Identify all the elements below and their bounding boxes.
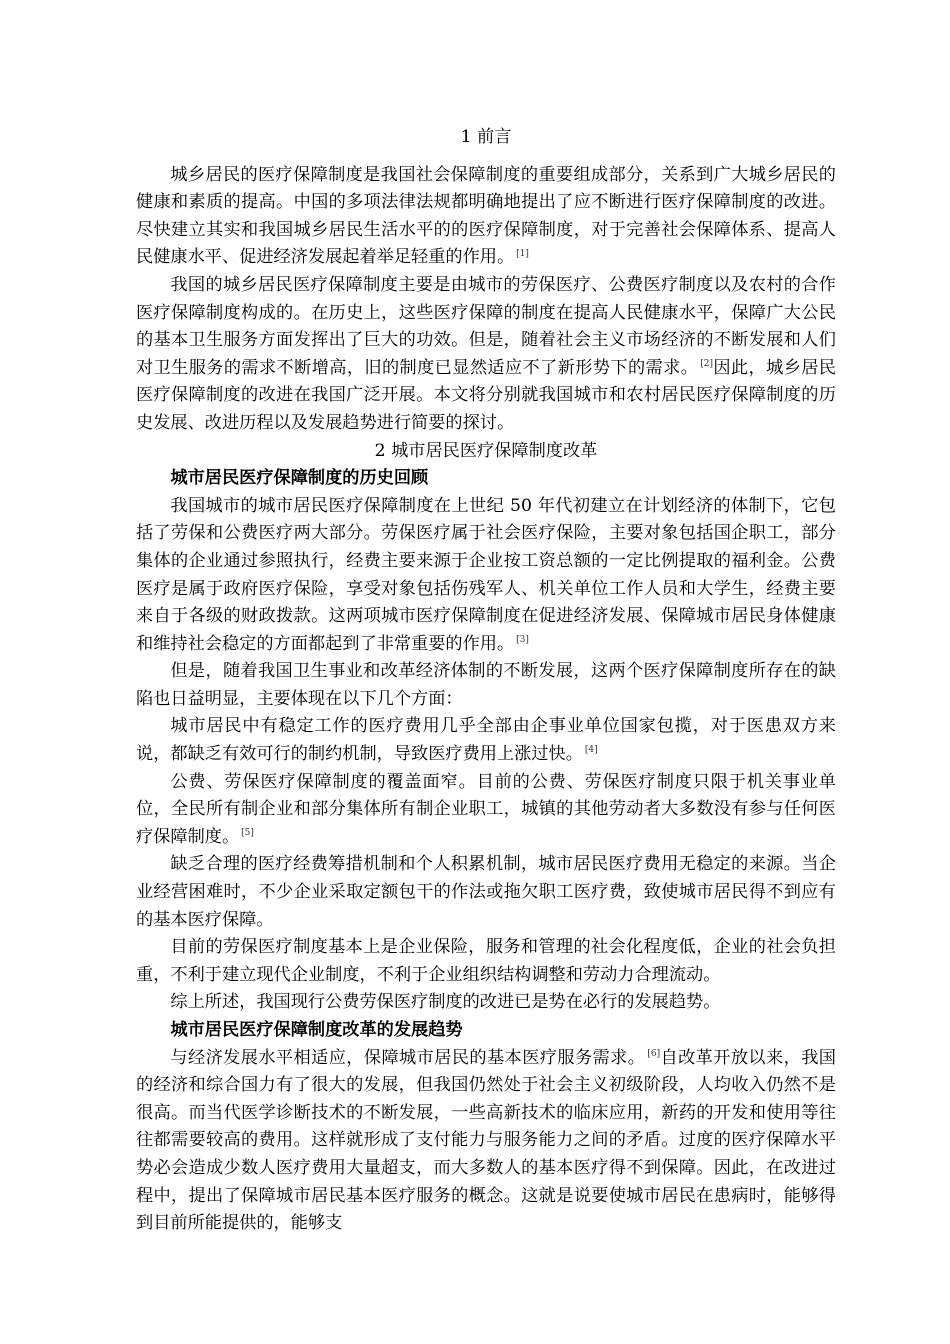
document-page — [136, 124, 836, 1238]
paragraph-text: 我国城市的城市居民医疗保障制度在上世纪 50 年代初建立在计划经济的体制下，它包括了劳保和公费医疗两大部分。劳保医疗属于社会医疗保险，主要对象包括国企职工，部分集体的企业通过参照执行，经费主要来源于企业按工资总额的一定比例提取的福利金。公费医疗是属于政府医疗保险，享受对象包括伤残军人、机关单位工作人员和大学生，经费主要来自于各级的财政拨款。这两项城市医疗保障制度在促进经济发展、保障城市居民身体健康和维持社会稳定的方面都起到了非常重要的作用。 — [136, 495, 836, 654]
paragraph-text: 我国的城乡居民医疗保障制度主要是由城市的劳保医疗、公费医疗制度以及农村的合作医疗保障制度构成的。在历史上，这些医疗保障的制度在提高人民健康水平，保障广大公民的基本卫生服务方面发挥出了巨大的功效。但是，随着社会主义市场经济的不断发展和人们对卫生服务的需求不断增高，旧的制度已显然适应不了新形势下的需求。 — [136, 274, 836, 378]
paragraph-text: 与经济发展水平相适应，保障城市居民的基本医疗服务需求。 — [170, 1047, 646, 1068]
paragraph: 缺乏合理的医疗经费筹措机制和个人积累机制，城市居民医疗费用无稳定的来源。当企业经营困难时，不少企业采取定额包干的作法或拖欠职工医疗费，致使城市居民得不到应有的基本医疗保障。 — [136, 854, 836, 930]
paragraph — [136, 272, 836, 438]
paragraph — [136, 769, 836, 852]
subsection-heading: 城市居民医疗保障制度改革的发展趋势 — [170, 1020, 463, 1040]
paragraph — [136, 493, 836, 659]
paragraph: 综上所述，我国现行公费劳保医疗制度的改进已是势在必行的发展趋势。 — [170, 992, 721, 1013]
paragraph-text: 公费、劳保医疗保障制度的覆盖面窄。目前的公费、劳保医疗制度只限于机关事业单位，全民所有制企业和部分集体所有制企业职工，城镇的其他劳动者大多数没有参与任何医疗保障制度。 — [136, 771, 836, 847]
paragraph — [136, 162, 836, 272]
citation-ref: [6] — [647, 1048, 661, 1059]
citation-ref: [2] — [700, 359, 713, 370]
paragraph: 目前的劳保医疗制度基本上是企业保险，服务和管理的社会化程度低，企业的社会负担重，不利于建立现代企业制度，不利于企业组织结构调整和劳动力合理流动。 — [136, 937, 836, 985]
paragraph-text: 城乡居民的医疗保障制度是我国社会保障制度的重要组成部分，关系到广大城乡居民的健康和素质的提高。中国的多项法律法规都明确地提出了应不断进行医疗保障制度的改进。尽快建立其实和我国城乡居民生活水平的的医疗保障制度，对于完善社会保障体系、提高人民健康水平、促进经济发展起着举足轻重的作用。 — [136, 164, 836, 268]
paragraph: 但是，随着我国卫生事业和改革经济体制的不断发展，这两个医疗保障制度所存在的缺陷也日益明显，主要体现在以下几个方面： — [136, 661, 836, 709]
subsection-heading: 城市居民医疗保障制度的历史回顾 — [170, 468, 429, 489]
section-2-title: 2 城市居民医疗保障制度改革 — [374, 440, 598, 461]
citation-ref: [3] — [516, 634, 529, 645]
paragraph-text: 城市居民中有稳定工作的医疗费用几乎全部由企事业单位国家包揽，对于医患双方来说，都缺乏有效可行的制约机制，导致医疗费用上涨过快。 — [136, 716, 836, 765]
paragraph — [136, 1045, 836, 1238]
paragraph — [136, 713, 836, 768]
citation-ref: [5] — [241, 828, 254, 839]
citation-ref: [4] — [584, 745, 598, 756]
section-1-title: 1 前言 — [460, 127, 512, 147]
paragraph-text: 因此，城乡居民医疗保障制度的改进在我国广泛开展。本文将分别就我国城市和农村居民医疗保障制度的历史发展、改进历程以及发展趋势进行简要的探讨。 — [136, 357, 836, 433]
paragraph-text: 自改革开放以来，我国的经济和综合国力有了很大的发展，但我国仍然处于社会主义初级阶段，人均收入仍然不是很高。而当代医学诊断技术的不断发展，一些高新技术的临床应用，新药的开发和使用等往往都需要较高的费用。这样就形成了支付能力与服务能力之间的矛盾。过度的医疗保障水平势必会造成少数人医疗费用大量超支，而大多数人的基本医疗得不到保障。因此，在改进过程中，提出了保障城市居民基本医疗服务的概念。这就是说要使城市居民在患病时，能够得到目前所能提供的，能够支 — [136, 1047, 836, 1234]
citation-ref: [1] — [516, 248, 529, 259]
